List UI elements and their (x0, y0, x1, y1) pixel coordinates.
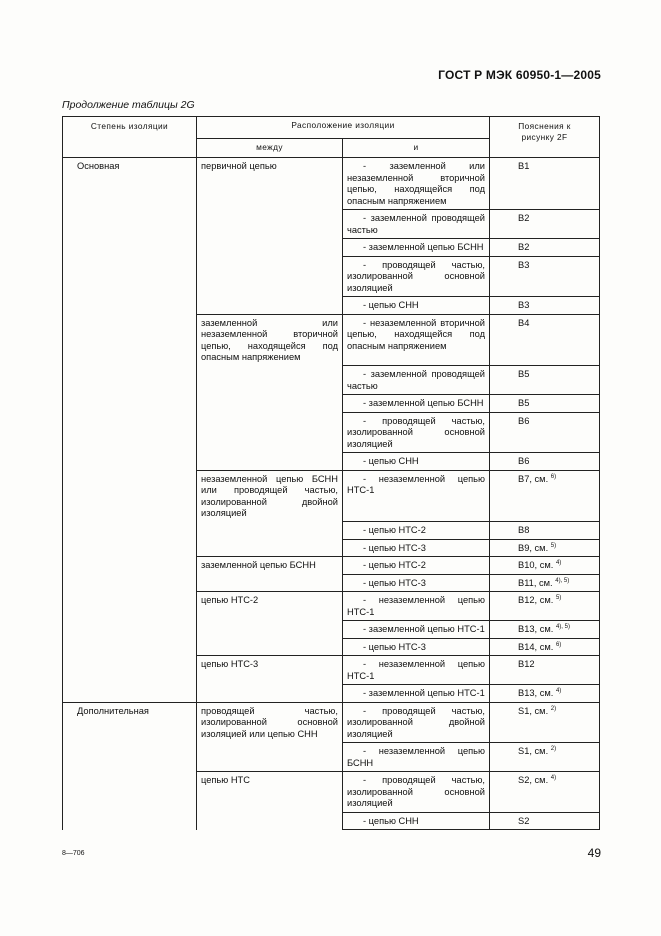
between-cell (197, 574, 343, 592)
between-cell (197, 539, 343, 557)
between-cell: цепью НТС-3 (197, 656, 343, 685)
table-row (63, 539, 600, 557)
footer-code: 8—706 (62, 850, 85, 857)
ref-cell (490, 522, 600, 540)
column-header-between: между (197, 139, 343, 158)
table-row (63, 314, 600, 366)
ref-label: B12 (518, 659, 535, 669)
between-cell (197, 685, 343, 703)
and-cell: - цепью НТС-2 (343, 522, 490, 540)
table-body (63, 158, 600, 830)
and-cell: - цепью НТС-3 (343, 539, 490, 557)
table-row (63, 743, 600, 772)
degree-cell (63, 366, 197, 395)
degree-cell (63, 638, 197, 656)
table-row (63, 470, 600, 522)
between-cell (197, 210, 343, 239)
page-number: 49 (587, 846, 601, 860)
and-cell: - проводящей частью, изолированной двойной изоляцией (343, 702, 490, 743)
table-row (63, 412, 600, 453)
degree-cell (63, 574, 197, 592)
ref-label: B8 (518, 525, 530, 535)
between-cell: незаземленной цепью БСНН или проводящей частью, изолированной двойной изоляцией (197, 470, 343, 522)
ref-cell (490, 210, 600, 239)
table-row (63, 656, 600, 685)
and-cell: - незаземленной вторичной цепью, находящейся под опасным напряжением (343, 314, 490, 366)
ref-label: B5 (518, 369, 530, 379)
ref-cell (490, 366, 600, 395)
table-row (63, 239, 600, 257)
and-cell: - заземленной цепью БСНН (343, 239, 490, 257)
degree-cell (63, 621, 197, 639)
ref-cell (490, 812, 600, 830)
degree-cell (63, 812, 197, 830)
between-cell (197, 297, 343, 315)
degree-cell (63, 256, 197, 297)
degree-cell (63, 522, 197, 540)
between-cell (197, 638, 343, 656)
degree-cell (63, 557, 197, 575)
footnote-ref: 2) (550, 746, 557, 752)
and-cell: - незаземленной цепью НТС-1 (343, 656, 490, 685)
degree-cell (63, 539, 197, 557)
table-row (63, 297, 600, 315)
table-row (63, 256, 600, 297)
degree-cell (63, 772, 197, 813)
table-row (63, 557, 600, 575)
column-header-and: и (343, 139, 490, 158)
ref-cell (490, 453, 600, 471)
column-header-location: Расположение изоляции (197, 117, 490, 139)
between-cell (197, 395, 343, 413)
and-cell: - цепью НТС-3 (343, 638, 490, 656)
ref-cell (490, 557, 600, 575)
column-header-ref: Пояснения к рисунку 2F (490, 117, 600, 158)
table-row (63, 522, 600, 540)
between-cell (197, 412, 343, 453)
ref-label: B3 (518, 259, 530, 270)
between-cell: цепью НТС (197, 772, 343, 813)
and-cell: - цепью СНН (343, 297, 490, 315)
degree-cell (63, 592, 197, 621)
table-row (63, 592, 600, 621)
table-row (63, 812, 600, 830)
degree-cell (63, 453, 197, 471)
degree-cell (63, 395, 197, 413)
ref-cell (490, 395, 600, 413)
table-row (63, 574, 600, 592)
table-row (63, 772, 600, 813)
and-cell: - заземленной проводящей частью (343, 210, 490, 239)
table-row (63, 702, 600, 743)
ref-cell (490, 743, 600, 772)
degree-cell (63, 297, 197, 315)
between-cell (197, 743, 343, 772)
between-cell (197, 256, 343, 297)
and-cell: - незаземленной цепью БСНН (343, 743, 490, 772)
between-cell: заземленной или незаземленной вторичной цепью, находящейся под опасным напряжением (197, 314, 343, 366)
degree-cell (63, 210, 197, 239)
ref-cell (490, 539, 600, 557)
ref-label: B2 (518, 242, 530, 252)
between-cell: заземленной цепью БСНН (197, 557, 343, 575)
footnote-ref: 4) (550, 775, 557, 781)
and-cell: - незаземленной цепью НТС-1 (343, 470, 490, 522)
ref-cell (490, 297, 600, 315)
ref-label: B5 (518, 398, 530, 408)
ref-label: B6 (518, 456, 530, 466)
between-cell: проводящей частью, изолированной основной изоляцией или цепью СНН (197, 702, 343, 743)
ref-label: B11, см. (518, 577, 553, 588)
and-cell: - заземленной или незаземленной вторичной цепью, находящейся под опасным напряжением (343, 158, 490, 210)
degree-cell (63, 239, 197, 257)
and-cell: - цепью НТС-2 (343, 557, 490, 575)
between-cell (197, 453, 343, 471)
ref-label: B2 (518, 213, 530, 223)
between-cell: первичной цепью (197, 158, 343, 210)
footnote-ref: 2) (550, 705, 557, 712)
degree-cell (63, 412, 197, 453)
degree-cell (63, 314, 197, 366)
footnote-ref: 5) (555, 595, 562, 601)
and-cell: - цепью НТС-3 (343, 574, 490, 592)
and-cell: - проводящей частью, изолированной основной изоляцией (343, 772, 490, 813)
and-cell: - цепью СНН (343, 453, 490, 471)
and-cell: - заземленной цепью НТС-1 (343, 621, 490, 639)
and-cell: - заземленной проводящей частью (343, 366, 490, 395)
ref-label: B9, см. (518, 542, 549, 553)
footnote-ref: 6) (550, 473, 557, 480)
column-header-degree: Степень изоляции (63, 117, 197, 158)
ref-label: B6 (518, 415, 530, 426)
table-row (63, 638, 600, 656)
between-cell (197, 621, 343, 639)
and-cell: - цепью СНН (343, 812, 490, 830)
footnote-ref: 5) (550, 542, 557, 549)
document-standard-header: ГОСТ Р МЭК 60950-1—2005 (438, 68, 601, 82)
footnote-ref: 4), 5) (555, 624, 570, 630)
ref-cell (490, 772, 600, 813)
ref-cell (490, 638, 600, 656)
ref-cell (490, 702, 600, 743)
ref-cell (490, 470, 600, 522)
between-cell (197, 522, 343, 540)
ref-label: S1, см. (518, 705, 549, 716)
ref-label: B4 (518, 317, 530, 328)
footnote-ref: 4) (555, 560, 562, 566)
ref-cell (490, 256, 600, 297)
degree-cell: Дополнительная (63, 702, 197, 743)
table-row (63, 210, 600, 239)
degree-cell (63, 656, 197, 685)
degree-cell (63, 743, 197, 772)
degree-cell (63, 470, 197, 522)
ref-cell (490, 314, 600, 366)
ref-cell (490, 656, 600, 685)
table-row (63, 621, 600, 639)
between-cell (197, 366, 343, 395)
ref-label: B12, см. (518, 595, 554, 605)
and-cell: - заземленной цепью БСНН (343, 395, 490, 413)
footnote-ref: 6) (555, 641, 562, 648)
ref-label: S1, см. (518, 746, 549, 756)
degree-cell: Основная (63, 158, 197, 210)
footnote-ref: 4) (555, 688, 562, 694)
ref-cell (490, 574, 600, 592)
ref-label: B1 (518, 161, 530, 171)
table-row (63, 453, 600, 471)
ref-label: B13, см. (518, 624, 554, 634)
ref-cell (490, 239, 600, 257)
ref-cell (490, 685, 600, 703)
between-cell (197, 812, 343, 830)
and-cell: - проводящей частью, изолированной основной изоляцией (343, 412, 490, 453)
between-cell: цепью НТС-2 (197, 592, 343, 621)
ref-label: B3 (518, 300, 530, 310)
ref-label: B14, см. (518, 641, 554, 652)
ref-label: B7, см. (518, 473, 549, 484)
table-row (63, 158, 600, 210)
degree-cell (63, 685, 197, 703)
ref-label: B10, см. (518, 560, 554, 570)
insulation-table (62, 116, 600, 830)
ref-cell (490, 592, 600, 621)
ref-cell (490, 412, 600, 453)
ref-label: S2 (518, 815, 530, 826)
and-cell: - проводящей частью, изолированной основной изоляцией (343, 256, 490, 297)
ref-cell (490, 158, 600, 210)
footnote-ref: 4), 5) (555, 577, 570, 584)
ref-label: B13, см. (518, 688, 554, 698)
table-row (63, 685, 600, 703)
table-caption: Продолжение таблицы 2G (62, 99, 195, 111)
and-cell: - заземленной цепью НТС-1 (343, 685, 490, 703)
and-cell: - незаземленной цепью НТС-1 (343, 592, 490, 621)
between-cell (197, 239, 343, 257)
table-row (63, 366, 600, 395)
ref-label: S2, см. (518, 775, 549, 785)
table-row (63, 395, 600, 413)
ref-cell (490, 621, 600, 639)
